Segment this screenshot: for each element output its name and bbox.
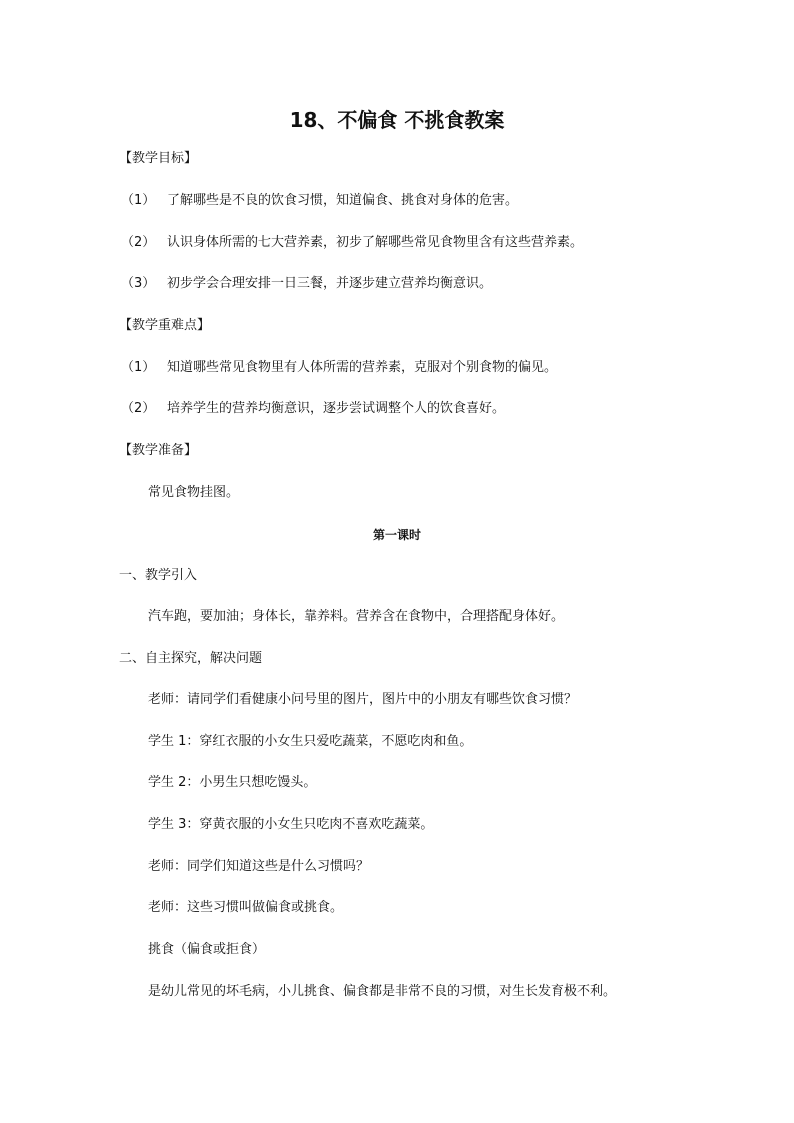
dialogue-line: 老师：这些习惯叫做偏食或挑食。 — [148, 900, 344, 915]
keypoint-item-1 — [121, 359, 557, 377]
dialogue-line: 老师：请同学们看健康小问号里的图片，图片中的小朋友有哪些饮食习惯？ — [148, 692, 578, 707]
part1-heading: 一、教学引入 — [119, 568, 198, 583]
prep-heading: 【教学准备】 — [119, 443, 198, 458]
keypoint-number: （1） — [121, 360, 156, 375]
objective-number: （3） — [121, 276, 156, 291]
prep-text: 常见食物挂图。 — [148, 485, 240, 500]
keypoint-text: 知道哪些常见食物里有人体所需的营养素，克服对个别食物的偏见。 — [167, 360, 558, 375]
keypoints-heading: 【教学重难点】 — [119, 318, 211, 333]
document-title: 18、不偏食 不挑食教案 — [289, 108, 505, 132]
dialogue-line: 学生 3：穿黄衣服的小女生只吃肉不喜欢吃蔬菜。 — [148, 817, 434, 832]
lesson-title: 第一课时 — [372, 528, 421, 542]
keypoint-number: （2） — [121, 401, 156, 416]
objective-item-1 — [121, 192, 518, 210]
dialogue-line: 挑食（偏食或拒食） — [148, 942, 266, 957]
objective-text: 认识身体所需的七大营养素，初步了解哪些常见食物里含有这些营养素。 — [167, 235, 584, 250]
objective-item-2 — [121, 234, 583, 252]
dialogue-line: 老师：同学们知道这些是什么习惯吗？ — [148, 859, 370, 874]
part2-heading: 二、自主探究，解决问题 — [119, 651, 263, 666]
objective-text: 了解哪些是不良的饮食习惯，知道偏食、挑食对身体的危害。 — [167, 193, 519, 208]
keypoint-item-2 — [121, 400, 505, 418]
dialogue-line: 学生 2：小男生只想吃馒头。 — [148, 775, 317, 790]
dialogue-line: 学生 1：穿红衣服的小女生只爱吃蔬菜，不愿吃肉和鱼。 — [148, 734, 473, 749]
part1-text: 汽车跑，要加油；身体长，靠养料。营养含在食物中，合理搭配身体好。 — [148, 609, 565, 624]
objective-item-3 — [121, 275, 492, 293]
objective-number: （2） — [121, 235, 156, 250]
objective-number: （1） — [121, 193, 156, 208]
objectives-heading: 【教学目标】 — [119, 151, 198, 166]
dialogue-line: 是幼儿常见的坏毛病，小儿挑食、偏食都是非常不良的习惯，对生长发育极不利。 — [148, 984, 617, 999]
keypoint-text: 培养学生的营养均衡意识，逐步尝试调整个人的饮食喜好。 — [167, 401, 506, 416]
objective-text: 初步学会合理安排一日三餐，并逐步建立营养均衡意识。 — [167, 276, 493, 291]
